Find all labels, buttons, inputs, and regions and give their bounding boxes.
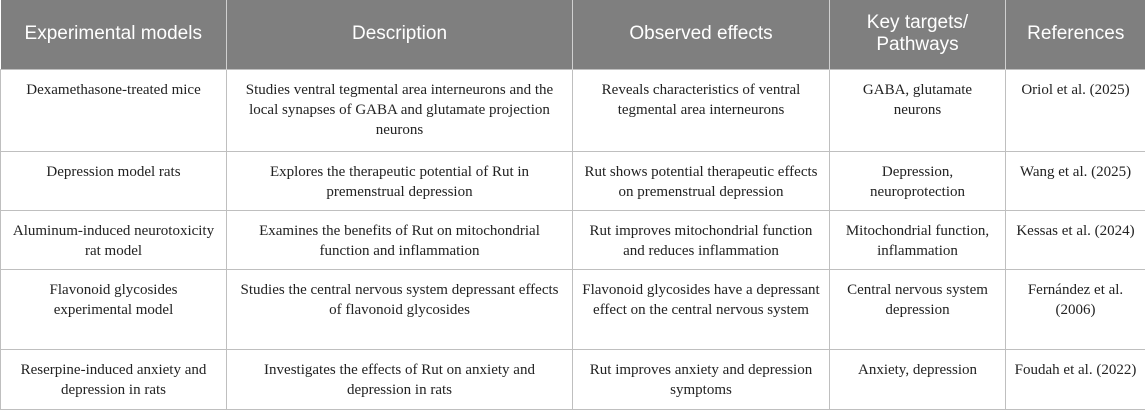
cell-description: Investigates the effects of Rut on anxiety and depression in rats bbox=[227, 349, 573, 409]
cell-targets: Anxiety, depression bbox=[830, 349, 1006, 409]
cell-reference: Kessas et al. (2024) bbox=[1006, 210, 1145, 269]
table-header bbox=[1, 0, 1145, 69]
header-row bbox=[1, 0, 1145, 69]
cell-model: Depression model rats bbox=[1, 151, 227, 210]
cell-reference: Foudah et al. (2022) bbox=[1006, 349, 1145, 409]
cell-effects: Rut shows potential therapeutic effects on premenstrual depression bbox=[573, 151, 830, 210]
cell-description: Explores the therapeutic potential of Rut in premenstrual depression bbox=[227, 151, 573, 210]
cell-targets: GABA, glutamate neurons bbox=[830, 69, 1006, 151]
cell-model: Reserpine-induced anxiety and depression in rats bbox=[1, 349, 227, 409]
table-row bbox=[1, 69, 1145, 151]
header-key-targets: Key targets/ Pathways bbox=[830, 0, 1006, 69]
cell-reference: Fernández et al. (2006) bbox=[1006, 269, 1145, 349]
cell-effects: Flavonoid glycosides have a depressant effect on the central nervous system bbox=[573, 269, 830, 349]
cell-targets: Central nervous system depression bbox=[830, 269, 1006, 349]
cell-reference: Oriol et al. (2025) bbox=[1006, 69, 1145, 151]
table-row bbox=[1, 269, 1145, 349]
header-observed-effects: Observed effects bbox=[573, 0, 830, 69]
cell-model: Dexamethasone-treated mice bbox=[1, 69, 227, 151]
header-experimental-models: Experimental models bbox=[1, 0, 227, 69]
cell-targets: Depression, neuroprotection bbox=[830, 151, 1006, 210]
cell-reference: Wang et al. (2025) bbox=[1006, 151, 1145, 210]
cell-effects: Reveals characteristics of ventral tegmental area interneurons bbox=[573, 69, 830, 151]
cell-model: Flavonoid glycosides experimental model bbox=[1, 269, 227, 349]
cell-effects: Rut improves mitochondrial function and reduces inflammation bbox=[573, 210, 830, 269]
cell-description: Studies the central nervous system depressant effects of flavonoid glycosides bbox=[227, 269, 573, 349]
table-row bbox=[1, 151, 1145, 210]
table-body bbox=[1, 69, 1145, 409]
cell-model: Aluminum-induced neurotoxicity rat model bbox=[1, 210, 227, 269]
table-row bbox=[1, 210, 1145, 269]
cell-effects: Rut improves anxiety and depression symptoms bbox=[573, 349, 830, 409]
header-references: References bbox=[1006, 0, 1145, 69]
cell-description: Studies ventral tegmental area interneurons and the local synapses of GABA and glutamate projection neurons bbox=[227, 69, 573, 151]
table-row bbox=[1, 349, 1145, 409]
header-description: Description bbox=[227, 0, 573, 69]
cell-description: Examines the benefits of Rut on mitochondrial function and inflammation bbox=[227, 210, 573, 269]
cell-targets: Mitochondrial function, inflammation bbox=[830, 210, 1006, 269]
